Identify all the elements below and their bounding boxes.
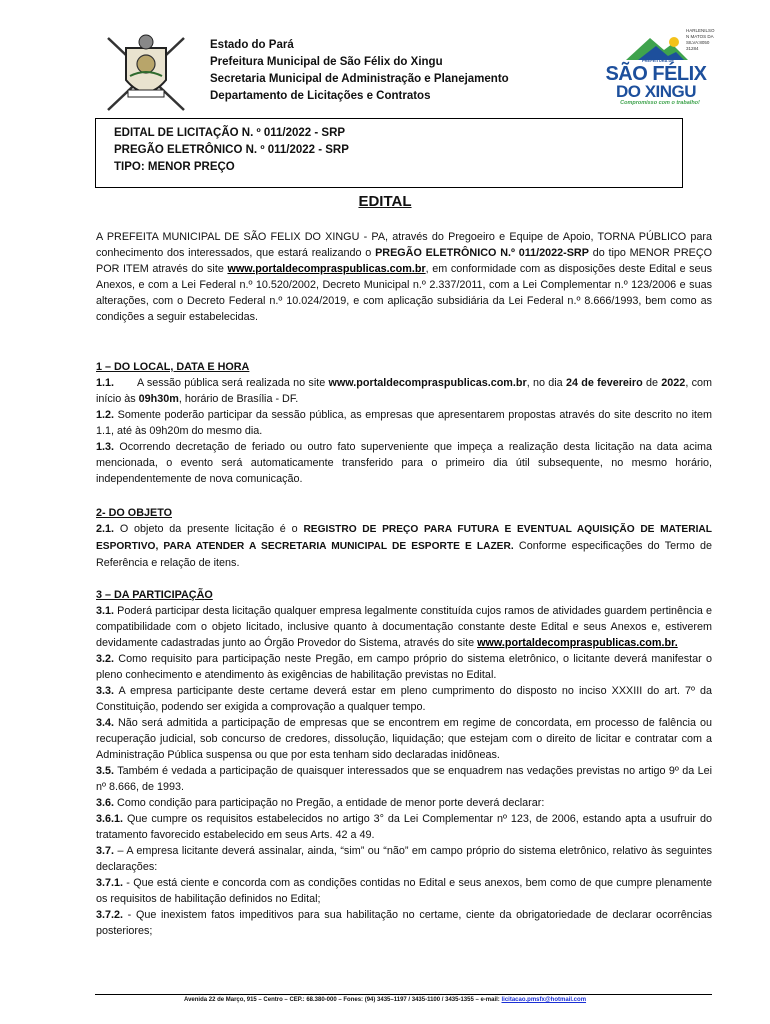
item-1-3: 1.3. Ocorrendo decretação de feriado ou outro fato superveniente que impeça a realização desta licitação na data acima mencionada, o evento será automaticamente transferido para o primeiro dia útil subsequente, no mesmo horário, independentemente de nova comunicação.	[96, 441, 712, 485]
item-3-5: 3.5. Também é vedada a participação de quaisquer interessados que se enquadrem nas vedações previstas no artigo 9º da Lei nº 8.666, de 1993.	[96, 765, 712, 793]
portal-link[interactable]: www.portaldecompraspublicas.com.br	[328, 377, 527, 389]
section-1-heading: 1 – DO LOCAL, DATA E HORA	[96, 361, 250, 373]
header-secretariat: Secretaria Municipal de Administração e Planejamento	[210, 73, 509, 85]
intro-paragraph: A PREFEITA MUNICIPAL DE SÃO FELIX DO XINGU - PA, através do Pregoeiro e Equipe de Apoio, TORNA PÚBLICO para conhecimento dos interessados, que estará realizando o PREGÃO ELETRÔNICO N.º 011/2022-SRP do tipo MENOR PREÇO POR ITEM através do site www.portaldecompraspublicas.com.br, em conformidade com as disposições deste Edital e seus Anexos, e com a Lei Federal n.º 10.520/2002, Decreto Municipal n.º 2.337/2011, com a Lei Complementar n.º 123/2006 e suas alterações, com o Decreto Federal n.º 10.024/2019, e com aplicação subsidiária da Lei Federal n.º 8.666/1993, bem como as condições a seguir estabelecidas.	[96, 231, 713, 323]
item-3-7-2: 3.7.2. - Que inexistem fatos impeditivos para sua habilitação no certame, ciente da obrigatoriedade de declarar ocorrências posteriores;	[96, 909, 712, 937]
item-1-1: 1.1. A sessão pública será realizada no site www.portaldecompraspublicas.com.br, no dia 24 de fevereiro de 2022, com início às 09h30m, horário de Brasília - DF.	[96, 377, 712, 405]
portal-link[interactable]: www.portaldecompraspublicas.com.br	[227, 263, 426, 275]
item-3-7-1: 3.7.1. - Que está ciente e concorda com as condições contidas no Edital e seus anexos, bem como de que cumpre plenamente os requisitos de habilitação definidos no Edital;	[96, 877, 712, 905]
item-3-6-1: 3.6.1. Que cumpre os requisitos estabelecidos no artigo 3° da Lei Complementar nº 123, de 2006, estando apta a usufruir do tratamento favorecido estabelecido em seus Arts. 42 a 49.	[96, 813, 712, 841]
section-3	[96, 587, 712, 939]
header-state: Estado do Pará	[210, 39, 294, 51]
section-2-heading: 2- DO OBJETO	[96, 507, 172, 519]
item-3-3: 3.3. A empresa participante deste certame deverá estar em pleno cumprimento do disposto no inciso XXXIII do art. 7º da Constituição, podendo ser exigida a comprovação a qualquer tempo.	[96, 685, 712, 713]
box-line-edital: EDITAL DE LICITAÇÃO N. º 011/2022 - SRP	[114, 127, 346, 139]
box-line-tipo: TIPO: MENOR PREÇO	[114, 161, 235, 173]
box-line-pregao: PREGÃO ELETRÔNICO N. º 011/2022 - SRP	[114, 144, 349, 156]
item-1-2: 1.2. Somente poderão participar da sessão pública, as empresas que apresentarem propostas através do site descrito no item 1.1, até às 09h20m do mesmo dia.	[96, 409, 712, 437]
section-1	[96, 359, 712, 487]
portal-link[interactable]: www.portaldecompraspublicas.com.br.	[477, 637, 678, 649]
item-3-2: 3.2. Como requisito para participação neste Pregão, em campo próprio do sistema eletrônico, o licitante deverá manifestar o pleno conhecimento e atendimento às exigências de habilitação previstas no Edital.	[96, 653, 712, 681]
item-3-1: 3.1. Poderá participar desta licitação qualquer empresa legalmente constituída cujos ramos de atividades guardem pertinência e compatibilidade com o objeto licitado, inclusive quanto à documentação constante deste Edital e seus Anexos e, estiverem devidamente cadastradas junto ao Órgão Provedor do Sistema, através do site www.portaldecompraspublicas.com.br.	[96, 605, 712, 649]
footer-divider	[95, 994, 712, 995]
item-3-6: 3.6. Como condição para participação no Pregão, a entidade de menor porte deverá declarar:	[96, 797, 545, 809]
footer	[0, 997, 770, 1003]
document-title: EDITAL	[358, 193, 412, 210]
header-prefecture: Prefeitura Municipal de São Félix do Xingu	[210, 56, 443, 68]
item-3-4: 3.4. Não será admitida a participação de empresas que se encontrem em regime de concordata, em processo de falência ou recuperação judicial, sob concurso de credores, dissolução, liquidação; que estejam com o direito de licitar e contratar com a Administração Pública suspensa ou que por esta tenham sido declaradas inidôneas.	[96, 717, 712, 761]
section-3-heading: 3 – DA PARTICIPAÇÃO	[96, 589, 213, 601]
item-3-7: 3.7. – A empresa licitante deverá assinalar, ainda, “sim” ou “não” em campo próprio do sistema eletrônico, relativo às seguintes declarações:	[96, 845, 712, 873]
section-2	[96, 505, 712, 571]
header-department: Departamento de Licitações e Contratos	[210, 90, 431, 102]
edital-info-box	[95, 118, 683, 188]
logo-slogan: Compromisso com o trabalho!	[620, 100, 700, 106]
logo-line2: DO XINGU	[615, 82, 697, 101]
footer-address: Avenida 22 de Março, 915 – Centro – CEP.: 68.380-000 – Fones: (94) 3435–1197 / 3435-1100 / 3435-1355 – e-mail:	[183, 997, 502, 1003]
logo-line1: SÃO FÉLIX	[605, 63, 707, 85]
logo-small-text: PREFEITURA DE	[642, 58, 675, 63]
item-2-1: 2.1. O objeto da presente licitação é o REGISTRO DE PREÇO PARA FUTURA E EVENTUAL AQUISIÇÃO DE MATERIAL ESPORTIVO, PARA ATENDER A SECRETARIA MUNICIPAL DE ESPORTE E LAZER. Conforme especificações do Termo de Referência e relação de itens.	[96, 523, 713, 569]
footer-email-link[interactable]: licitacao.pmsfx@hotmail.com	[501, 997, 587, 1003]
digital-signature-stamp: HARLENILSO N MATOS DA SILVA:8050 31284	[686, 28, 715, 51]
coat-of-arms-logo	[100, 28, 192, 116]
